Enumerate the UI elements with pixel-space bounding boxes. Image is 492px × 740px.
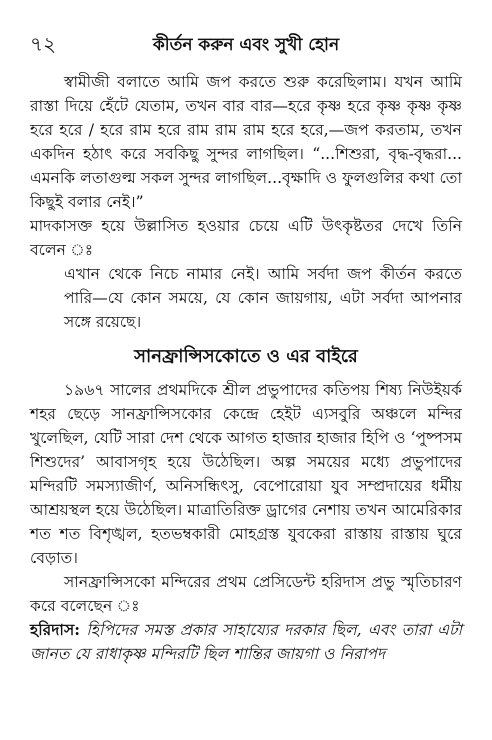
paragraph-2: মাদকাসক্ত হয়ে উল্লাসিত হওয়ার চেয়ে এটি উৎকৃষ্টতর দেখে তিনি বলেন ঃ	[30, 217, 462, 259]
page-content	[30, 70, 462, 666]
speaker-paragraph	[30, 618, 462, 666]
page-header	[30, 30, 462, 60]
block-quote: এখান থেকে নিচে নামার নেই। আমি সর্বদা জপ কীর্তন করতে পারি—যে কোন সময়ে, যে কোন জায়গায়, এটা সর্বদা আপনার সঙ্গে রয়েছে।	[64, 265, 462, 331]
section-heading: সানফ্রান্সিসকোতে ও এর বাইরে	[134, 346, 358, 367]
running-title: কীর্তন করুন এবং সুখী হোন	[152, 35, 340, 55]
paragraph-1: স্বামীজী বলাতে আমি জপ করতে শুরু করেছিলাম। যখন আমি রাস্তা দিয়ে হেঁটে যেতাম, তখন বার বার—হরে কৃষ্ণ হরে কৃষ্ণ কৃষ্ণ কৃষ্ণ হরে হরে / হরে রাম হরে রাম রাম রাম হরে হরে,—জপ করতাম, তখন একদিন হঠাৎ করে সবকিছু সুন্দর লাগছিল। “...শিশুরা, বৃদ্ধ-বৃদ্ধরা... এমনকি লতাগুল্ম সকল সুন্দর লাগছিল...বৃক্ষাদি ও ফুলগুলির কথা তো কিছুই বলার নেই।”	[30, 73, 462, 211]
paragraph-5: সানফ্রান্সিসকো মন্দিরের প্রথম প্রেসিডেন্ট হরিদাস প্রভু স্মৃতিচারণ করে বলেছেন ঃ	[30, 573, 462, 615]
speaker-quote: হিপিদের সমস্ত প্রকার সাহায্যের দরকার ছিল, এবং তারা এটা জানত যে রাধাকৃষ্ণ মন্দিরটি ছিল শান্তির জায়গা ও নিরাপদ	[30, 621, 462, 663]
speaker-label: হরিদাস:	[30, 620, 81, 639]
paragraph-4: ১৯৬৭ সালের প্রথমদিকে শ্রীল প্রভুপাদের কতিপয় শিষ্য নিউইয়র্ক শহর ছেড়ে সানফ্রান্সিসকোর কেন্দ্রে হেইট এ্যসবুরি অঞ্চলে মন্দির খুলেছিল, যেটি সারা দেশ থেকে আগত হাজার হাজার হিপি ও ‘পুষ্পসম শিশুদের’ আবাসগৃহ হয়ে উঠেছিল। অল্প সময়ের মধ্যে প্রভুপাদের মন্দিরটি সমস্যাজীর্ণ, অনিসন্ধিৎসু, বেপোরোয়া যুব সম্প্রদায়ের ধর্মীয় আশ্রয়স্থল হয়ে উঠেছিল। মাত্রাতিরিক্ত ড্রাগের নেশায় তখন আমেরিকার শত শত বিশৃঙ্খল, হতভম্বকারী মোহগ্রস্ত যুবকেরা রাস্তায় রাস্তায় ঘুরে বেড়াত।	[30, 381, 463, 567]
page-number: ৭২	[30, 32, 57, 56]
